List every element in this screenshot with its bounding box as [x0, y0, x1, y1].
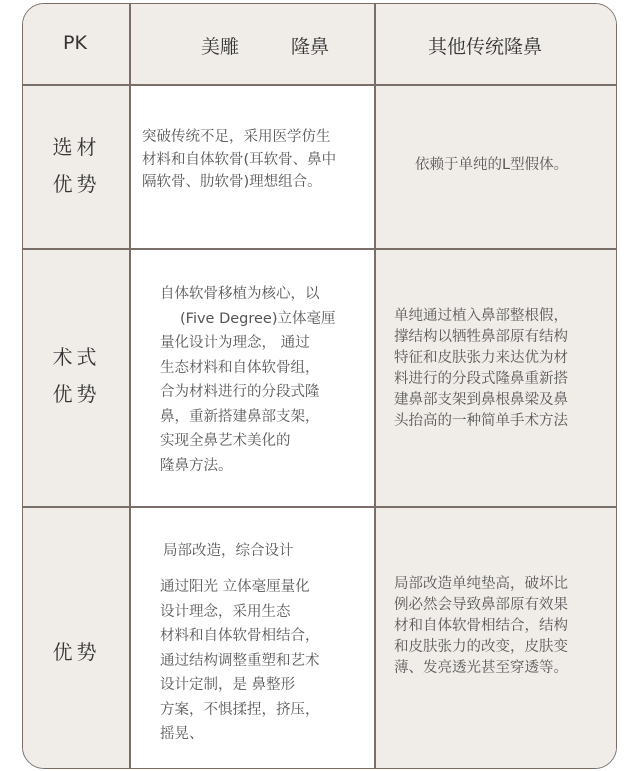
header-meidiao: 美雕	[201, 36, 240, 58]
row-material-label-cell	[23, 85, 130, 249]
row-technique	[23, 249, 616, 507]
row-technique-traditional-text: 单纯通过植入鼻部整根假， 撑结构以牺牲鼻部原有结构 特征和皮肤张力来达优为材 料进行的分段式隆鼻重新搭 建鼻部支架到鼻根鼻梁及鼻 头抬高的一种简单手术方法	[394, 308, 568, 429]
row-technique-meidiao-text: 自体软骨移植为核心，以 (Five Degree)立体毫厘 量化设计为理念， 通过 生态材料和自体软骨组， 合为材料进行的分段式隆 鼻，重新搭建鼻部支架， 实现全鼻艺术美化的 隆鼻方法。	[160, 286, 336, 474]
row-divider	[23, 84, 616, 86]
row-advantage-label: 优势	[52, 640, 101, 664]
row-advantage-traditional	[375, 507, 617, 769]
column-divider	[129, 4, 131, 768]
row-material-label: 选材 优势	[52, 135, 101, 196]
row-technique-traditional	[375, 249, 617, 507]
row-material-meidiao	[130, 85, 375, 249]
comparison-table	[22, 3, 617, 769]
row-divider	[23, 506, 616, 508]
row-advantage-meidiao-text: 通过阳光 立体毫厘量化 设计理念，采用生态 材料和自体软骨相结合， 通过结构调整重塑和艺术 设计定制，是 鼻整形 方案，不惧揉捏，挤压， 摇晃、	[160, 579, 320, 742]
row-material-traditional	[375, 85, 617, 249]
row-technique-label: 术式 优势	[52, 345, 101, 406]
row-technique-meidiao	[130, 249, 375, 507]
row-technique-label-cell	[23, 249, 130, 507]
row-advantage-traditional-text: 局部改造单纯垫高，破坏比 例必然会导致鼻部原有效果 材和自体软骨相结合，结构 和皮肤张力的改变，皮肤变 薄、发亮透光甚至穿透等。	[394, 576, 568, 676]
row-advantage-meidiao	[130, 507, 375, 769]
row-advantage-label-cell	[23, 507, 130, 769]
header-pk: PK	[63, 32, 87, 54]
header-traditional: 其他传统隆鼻	[428, 36, 543, 58]
row-advantage-meidiao-intro: 局部改造，综合设计	[163, 543, 294, 559]
row-material	[23, 85, 616, 249]
header-cell-traditional	[375, 4, 617, 85]
column-divider	[374, 4, 376, 768]
header-cell-meidiao	[130, 4, 375, 85]
row-material-meidiao-text: 突破传统不足，采用医学仿生 材料和自体软骨(耳软骨、鼻中 隔软骨、肋软骨)理想组合。	[142, 129, 337, 190]
row-divider	[23, 248, 616, 250]
row-advantage	[23, 507, 616, 769]
row-material-traditional-text: 依赖于单纯的L型假体。	[415, 157, 569, 173]
header-longbi: 隆鼻	[291, 36, 330, 58]
header-cell-pk	[23, 4, 130, 85]
header-row	[23, 4, 616, 85]
